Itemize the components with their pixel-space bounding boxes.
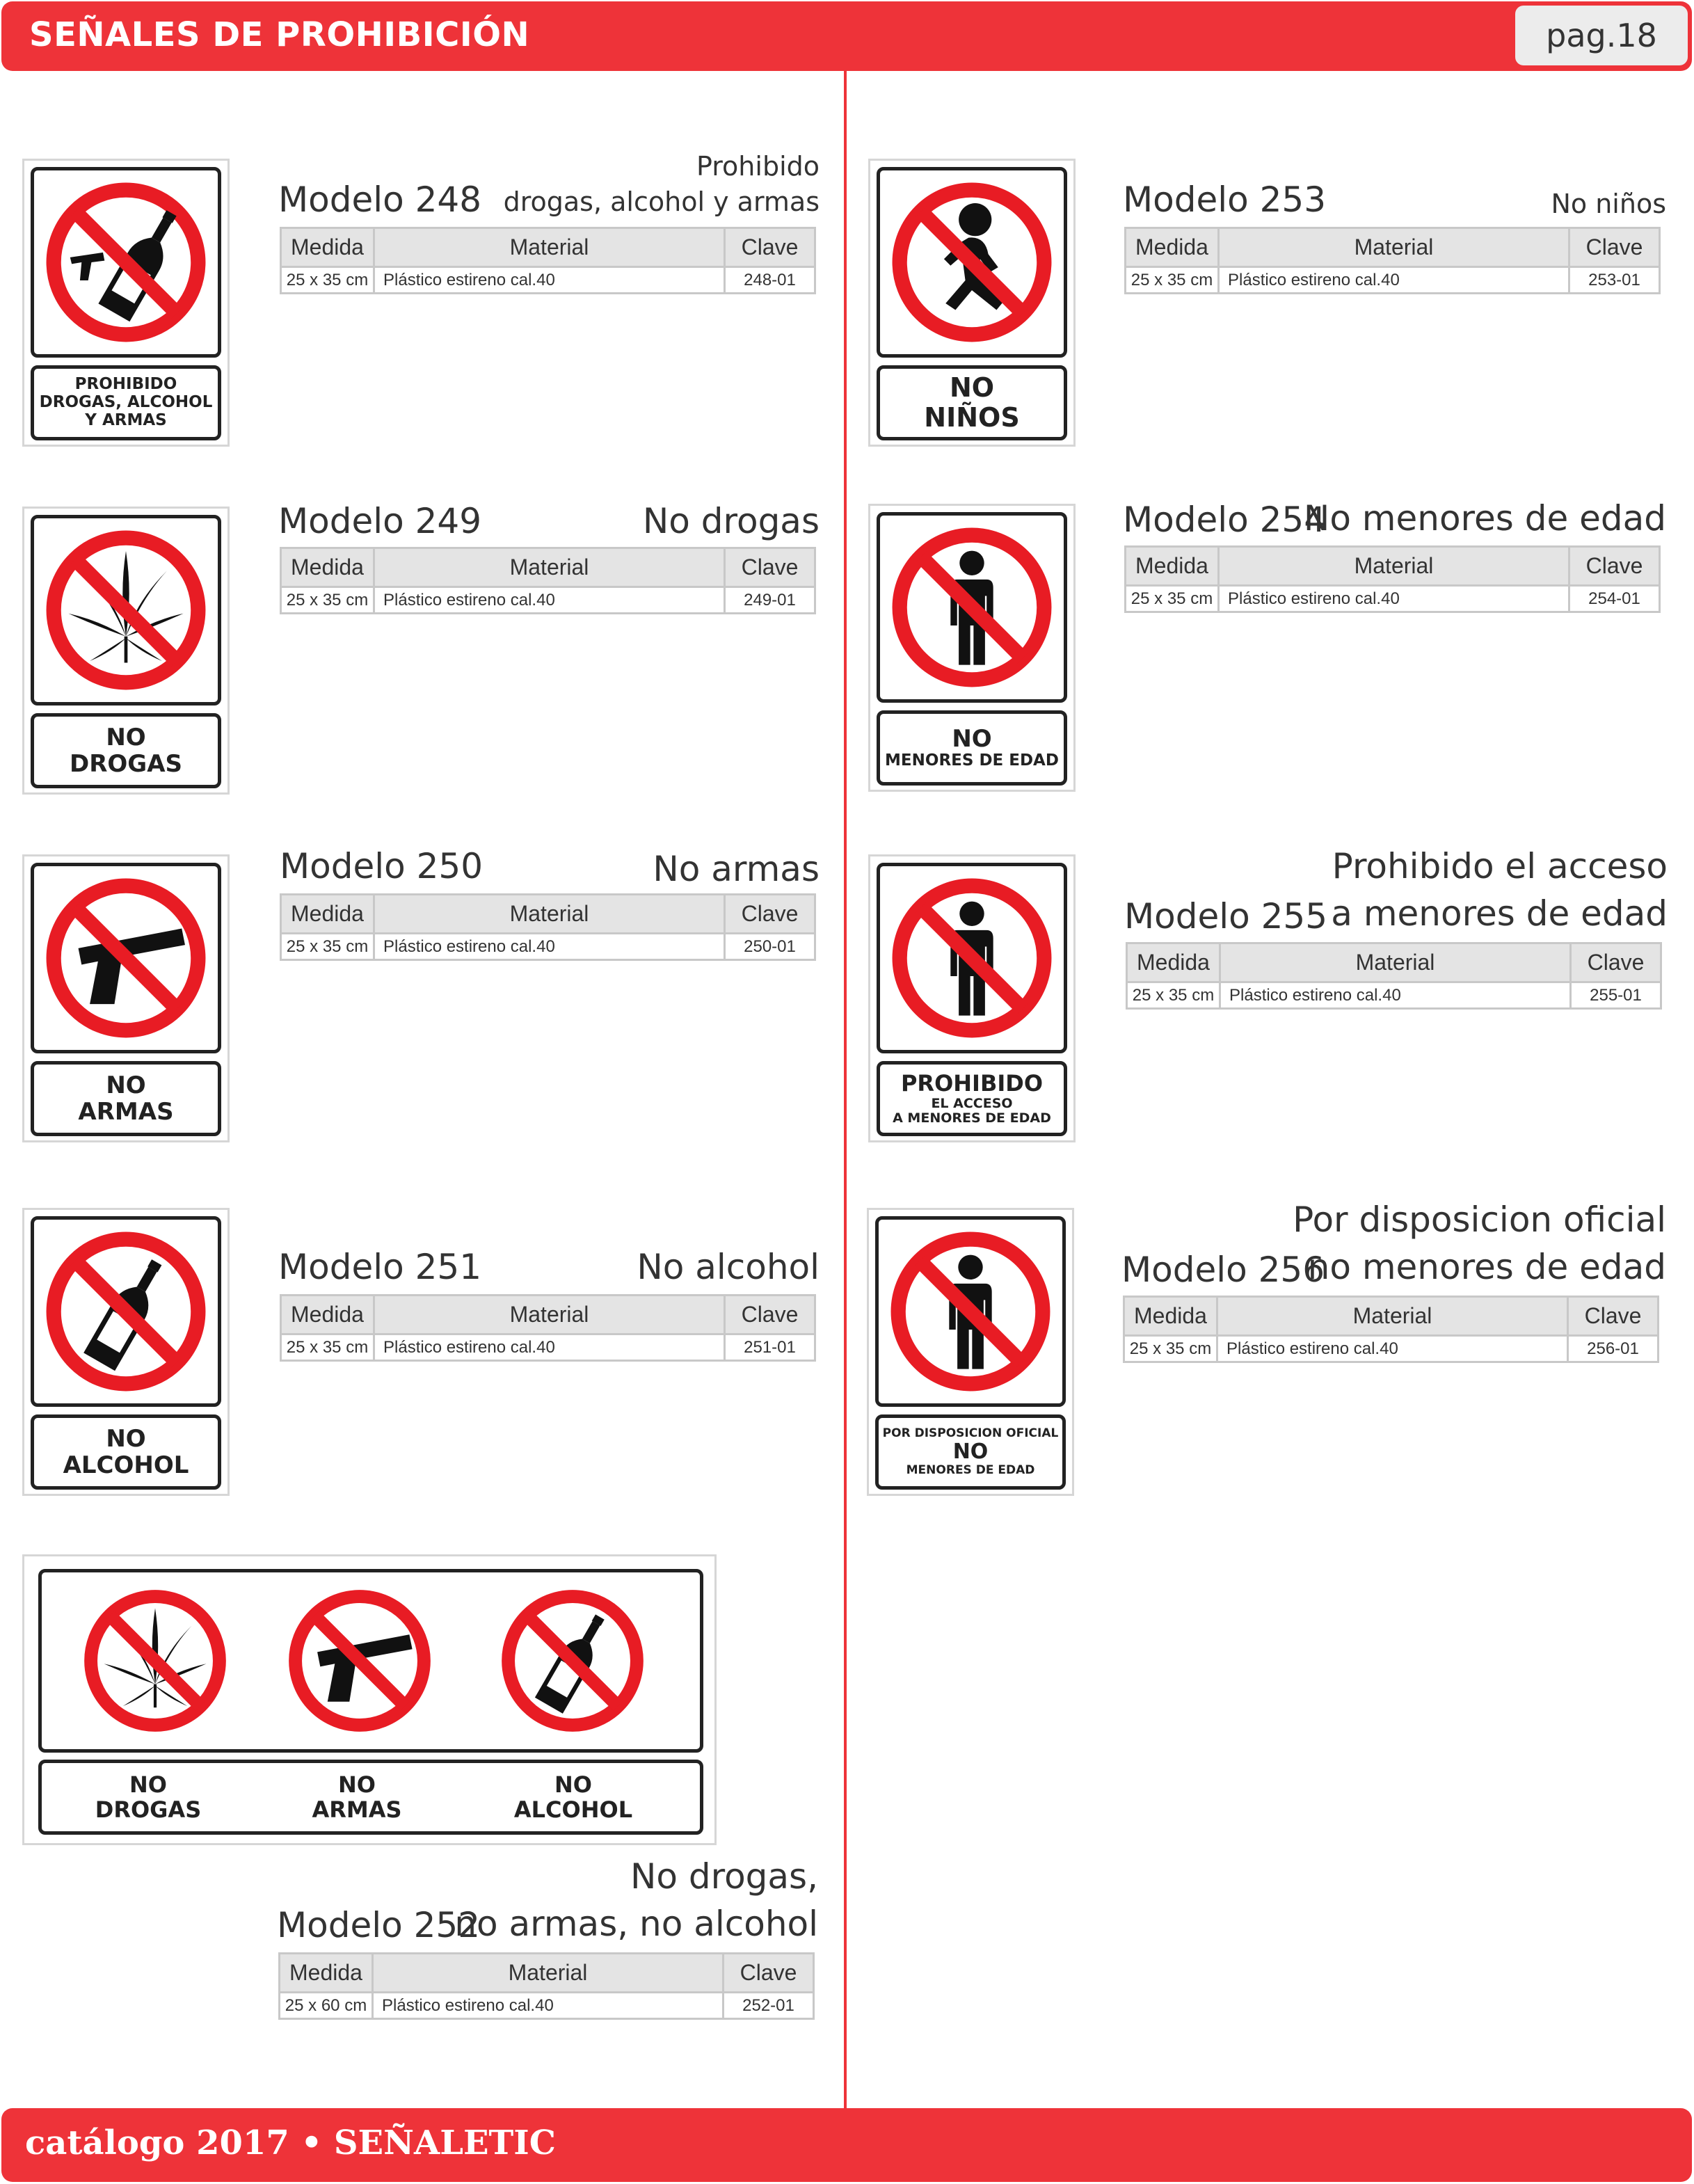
product-description bbox=[1304, 495, 1666, 543]
sign-caption-group bbox=[298, 1773, 416, 1823]
product-description bbox=[653, 846, 820, 893]
header-medida: Medida bbox=[1127, 943, 1220, 982]
header-clave: Clave bbox=[724, 1954, 814, 1993]
cell-material: Plástico estireno cal.40 bbox=[1219, 267, 1569, 294]
header-material: Material bbox=[374, 548, 725, 587]
cell-material: Plástico estireno cal.40 bbox=[374, 267, 725, 294]
page-number-badge: pag.18 bbox=[1515, 6, 1688, 65]
bottle-icon bbox=[44, 1229, 208, 1394]
model-title: Modelo 251 bbox=[278, 1247, 482, 1287]
product-description bbox=[1551, 186, 1666, 222]
spec-table bbox=[278, 1952, 815, 2020]
product-description bbox=[1331, 843, 1668, 937]
cell-clave: 252-01 bbox=[742, 1995, 794, 2015]
description-line: No niños bbox=[1551, 189, 1666, 219]
sign-caption bbox=[31, 1414, 221, 1490]
description-line: No alcohol bbox=[637, 1247, 820, 1287]
sign-caption-group bbox=[89, 1773, 207, 1823]
person-icon bbox=[888, 1229, 1053, 1394]
sign-254 bbox=[868, 504, 1076, 792]
sign-caption-line: NO bbox=[106, 1071, 146, 1099]
sign-249 bbox=[22, 507, 230, 795]
sign-caption-line: ALCOHOL bbox=[63, 1451, 189, 1479]
header-clave: Clave bbox=[725, 895, 815, 934]
product-description bbox=[643, 498, 820, 545]
cell-material: Plástico estireno cal.40 bbox=[1217, 1336, 1568, 1362]
sign-caption-line: ARMAS bbox=[312, 1796, 402, 1823]
header-medida: Medida bbox=[1124, 1297, 1217, 1336]
header-medida: Medida bbox=[281, 228, 374, 267]
sign-caption-line: NIÑOS bbox=[924, 402, 1020, 433]
sign-caption bbox=[31, 1061, 221, 1136]
header-clave: Clave bbox=[1568, 1297, 1659, 1336]
sign-caption bbox=[31, 365, 221, 440]
cell-medida: 25 x 35 cm bbox=[281, 267, 374, 294]
product-description bbox=[1293, 1197, 1666, 1291]
cell-clave: 255-01 bbox=[1590, 985, 1642, 1005]
header-material: Material bbox=[374, 228, 725, 267]
sign-256 bbox=[867, 1208, 1074, 1496]
sign-caption-line: NO bbox=[949, 372, 995, 404]
header-material: Material bbox=[374, 895, 725, 934]
sign-255 bbox=[868, 854, 1076, 1142]
header-clave: Clave bbox=[1569, 228, 1660, 267]
sign-pictogram bbox=[875, 1216, 1066, 1407]
sign-caption-line: MENORES DE EDAD bbox=[906, 1462, 1035, 1477]
footer-text: catálogo 2017 • SEÑALETIC bbox=[25, 2123, 556, 2162]
model-title: Modelo 253 bbox=[1123, 180, 1327, 220]
sign-248 bbox=[22, 159, 230, 447]
header-material: Material bbox=[1219, 228, 1569, 267]
cell-clave: 249-01 bbox=[744, 590, 796, 609]
header-clave: Clave bbox=[725, 1296, 815, 1334]
spec-table bbox=[280, 893, 816, 961]
sign-caption bbox=[875, 1414, 1066, 1490]
cell-medida: 25 x 35 cm bbox=[1124, 1336, 1217, 1362]
cell-material: Plástico estireno cal.40 bbox=[374, 1334, 725, 1361]
cell-medida: 25 x 35 cm bbox=[281, 1334, 374, 1361]
sign-caption-line: A MENORES DE EDAD bbox=[893, 1110, 1051, 1126]
sign-pictogram bbox=[31, 863, 221, 1053]
sign-caption bbox=[877, 365, 1067, 440]
header-medida: Medida bbox=[281, 548, 374, 587]
running-child-icon bbox=[890, 180, 1054, 344]
spec-table bbox=[280, 547, 816, 614]
person-icon bbox=[890, 525, 1054, 690]
cell-medida: 25 x 35 cm bbox=[281, 934, 374, 960]
sign-caption-line: PROHIBIDO bbox=[74, 375, 177, 394]
spec-table bbox=[280, 227, 816, 294]
sign-caption-line: PROHIBIDO bbox=[900, 1069, 1044, 1097]
header-medida: Medida bbox=[1126, 228, 1219, 267]
header-clave: Clave bbox=[725, 228, 815, 267]
sign-caption-line: EL ACCESO bbox=[931, 1095, 1013, 1111]
sign-caption-line: NO bbox=[338, 1771, 376, 1798]
sign-252 bbox=[22, 1554, 717, 1845]
cell-medida: 25 x 35 cm bbox=[281, 587, 374, 614]
sign-caption-line: NO bbox=[106, 1424, 146, 1453]
header-material: Material bbox=[1220, 943, 1571, 982]
handgun-icon bbox=[44, 876, 208, 1040]
description-line: drogas, alcohol y armas bbox=[503, 186, 820, 218]
cell-medida: 25 x 35 cm bbox=[1126, 267, 1219, 294]
cell-clave: 253-01 bbox=[1588, 270, 1640, 289]
cell-medida: 25 x 35 cm bbox=[1126, 586, 1219, 612]
sign-pictogram bbox=[877, 512, 1067, 703]
spec-table bbox=[1123, 1296, 1659, 1363]
sign-caption bbox=[38, 1760, 703, 1835]
cell-clave: 250-01 bbox=[744, 936, 796, 956]
sign-caption-line: NO bbox=[952, 1440, 989, 1465]
spec-table bbox=[280, 1294, 816, 1362]
header-material: Material bbox=[374, 1296, 725, 1334]
description-line: No menores de edad bbox=[1303, 498, 1666, 539]
cell-medida: 25 x 35 cm bbox=[1127, 982, 1220, 1009]
model-title: Modelo 256 bbox=[1121, 1250, 1325, 1290]
model-title: Modelo 252 bbox=[277, 1905, 481, 1945]
model-title: Modelo 255 bbox=[1124, 896, 1328, 936]
sign-caption bbox=[877, 710, 1067, 786]
product-description bbox=[454, 1854, 818, 1947]
description-line: no menores de edad bbox=[1307, 1246, 1666, 1287]
spec-table bbox=[1124, 545, 1661, 613]
sign-caption bbox=[31, 713, 221, 788]
person-icon bbox=[890, 876, 1054, 1040]
header-material: Material bbox=[1219, 547, 1569, 586]
header-clave: Clave bbox=[1569, 547, 1660, 586]
model-title: Modelo 248 bbox=[278, 180, 482, 220]
header-medida: Medida bbox=[281, 895, 374, 934]
description-line: No drogas, bbox=[630, 1856, 818, 1897]
header-medida: Medida bbox=[280, 1954, 373, 1993]
sign-253 bbox=[868, 159, 1076, 447]
handgun-icon bbox=[287, 1588, 433, 1734]
sign-pictogram bbox=[38, 1569, 703, 1753]
product-description bbox=[637, 1244, 820, 1291]
sign-caption-line: NO bbox=[554, 1771, 592, 1798]
sign-caption-line: NO bbox=[129, 1771, 167, 1798]
model-title: Modelo 249 bbox=[278, 501, 482, 541]
description-line: no armas, no alcohol bbox=[454, 1903, 818, 1944]
cell-material: Plástico estireno cal.40 bbox=[374, 934, 725, 960]
sign-pictogram bbox=[877, 863, 1067, 1053]
header-clave: Clave bbox=[1571, 943, 1661, 982]
spec-table bbox=[1124, 227, 1661, 294]
cell-material: Plástico estireno cal.40 bbox=[1220, 982, 1571, 1009]
sign-caption-line: POR DISPOSICION OFICIAL bbox=[882, 1426, 1059, 1441]
description-line: Prohibido bbox=[696, 151, 820, 182]
sign-251 bbox=[22, 1208, 230, 1496]
description-line: No armas bbox=[653, 849, 820, 889]
header-medida: Medida bbox=[281, 1296, 374, 1334]
gun-and-bottle-icon bbox=[44, 180, 208, 344]
column-divider bbox=[844, 71, 847, 2108]
header-material: Material bbox=[1217, 1297, 1568, 1336]
sign-caption-line: ARMAS bbox=[78, 1098, 174, 1126]
cell-clave: 254-01 bbox=[1588, 589, 1640, 608]
sign-caption-line: DROGAS bbox=[69, 750, 182, 778]
page-title: SEÑALES DE PROHIBICIÓN bbox=[29, 15, 530, 54]
product-description bbox=[504, 149, 820, 221]
cell-material: Plástico estireno cal.40 bbox=[374, 587, 725, 614]
cell-material: Plástico estireno cal.40 bbox=[373, 1993, 724, 2019]
sign-caption-group bbox=[504, 1773, 643, 1823]
cell-clave: 248-01 bbox=[744, 270, 796, 289]
sign-caption-line: Y ARMAS bbox=[85, 411, 167, 429]
description-line: No drogas bbox=[642, 501, 820, 541]
model-title: Modelo 254 bbox=[1123, 500, 1327, 540]
description-line: Prohibido el acceso bbox=[1332, 846, 1668, 886]
sign-caption-line: ALCOHOL bbox=[513, 1796, 633, 1823]
sign-caption bbox=[877, 1061, 1067, 1136]
sign-pictogram bbox=[877, 167, 1067, 358]
spec-table bbox=[1126, 942, 1662, 1010]
sign-pictogram bbox=[31, 167, 221, 358]
sign-caption-line: NO bbox=[952, 725, 992, 754]
header-material: Material bbox=[373, 1954, 724, 1993]
sign-caption-line: NO bbox=[106, 723, 146, 751]
cell-medida: 25 x 60 cm bbox=[280, 1993, 373, 2019]
sign-caption-line: MENORES DE EDAD bbox=[885, 751, 1059, 770]
sign-caption-line: DROGAS, ALCOHOL bbox=[39, 393, 213, 412]
cell-material: Plástico estireno cal.40 bbox=[1219, 586, 1569, 612]
cell-clave: 256-01 bbox=[1587, 1339, 1639, 1358]
cannabis-leaf-icon bbox=[82, 1588, 228, 1734]
sign-pictogram bbox=[31, 1216, 221, 1407]
sign-pictogram bbox=[31, 515, 221, 706]
description-line: a menores de edad bbox=[1331, 893, 1668, 934]
cell-clave: 251-01 bbox=[744, 1337, 796, 1357]
sign-caption-line: DROGAS bbox=[95, 1796, 202, 1823]
header-clave: Clave bbox=[725, 548, 815, 587]
bottle-icon bbox=[500, 1588, 646, 1734]
description-line: Por disposicion oficial bbox=[1293, 1199, 1666, 1240]
model-title: Modelo 250 bbox=[280, 846, 484, 886]
cannabis-leaf-icon bbox=[44, 528, 208, 692]
sign-250 bbox=[22, 854, 230, 1142]
header-medida: Medida bbox=[1126, 547, 1219, 586]
